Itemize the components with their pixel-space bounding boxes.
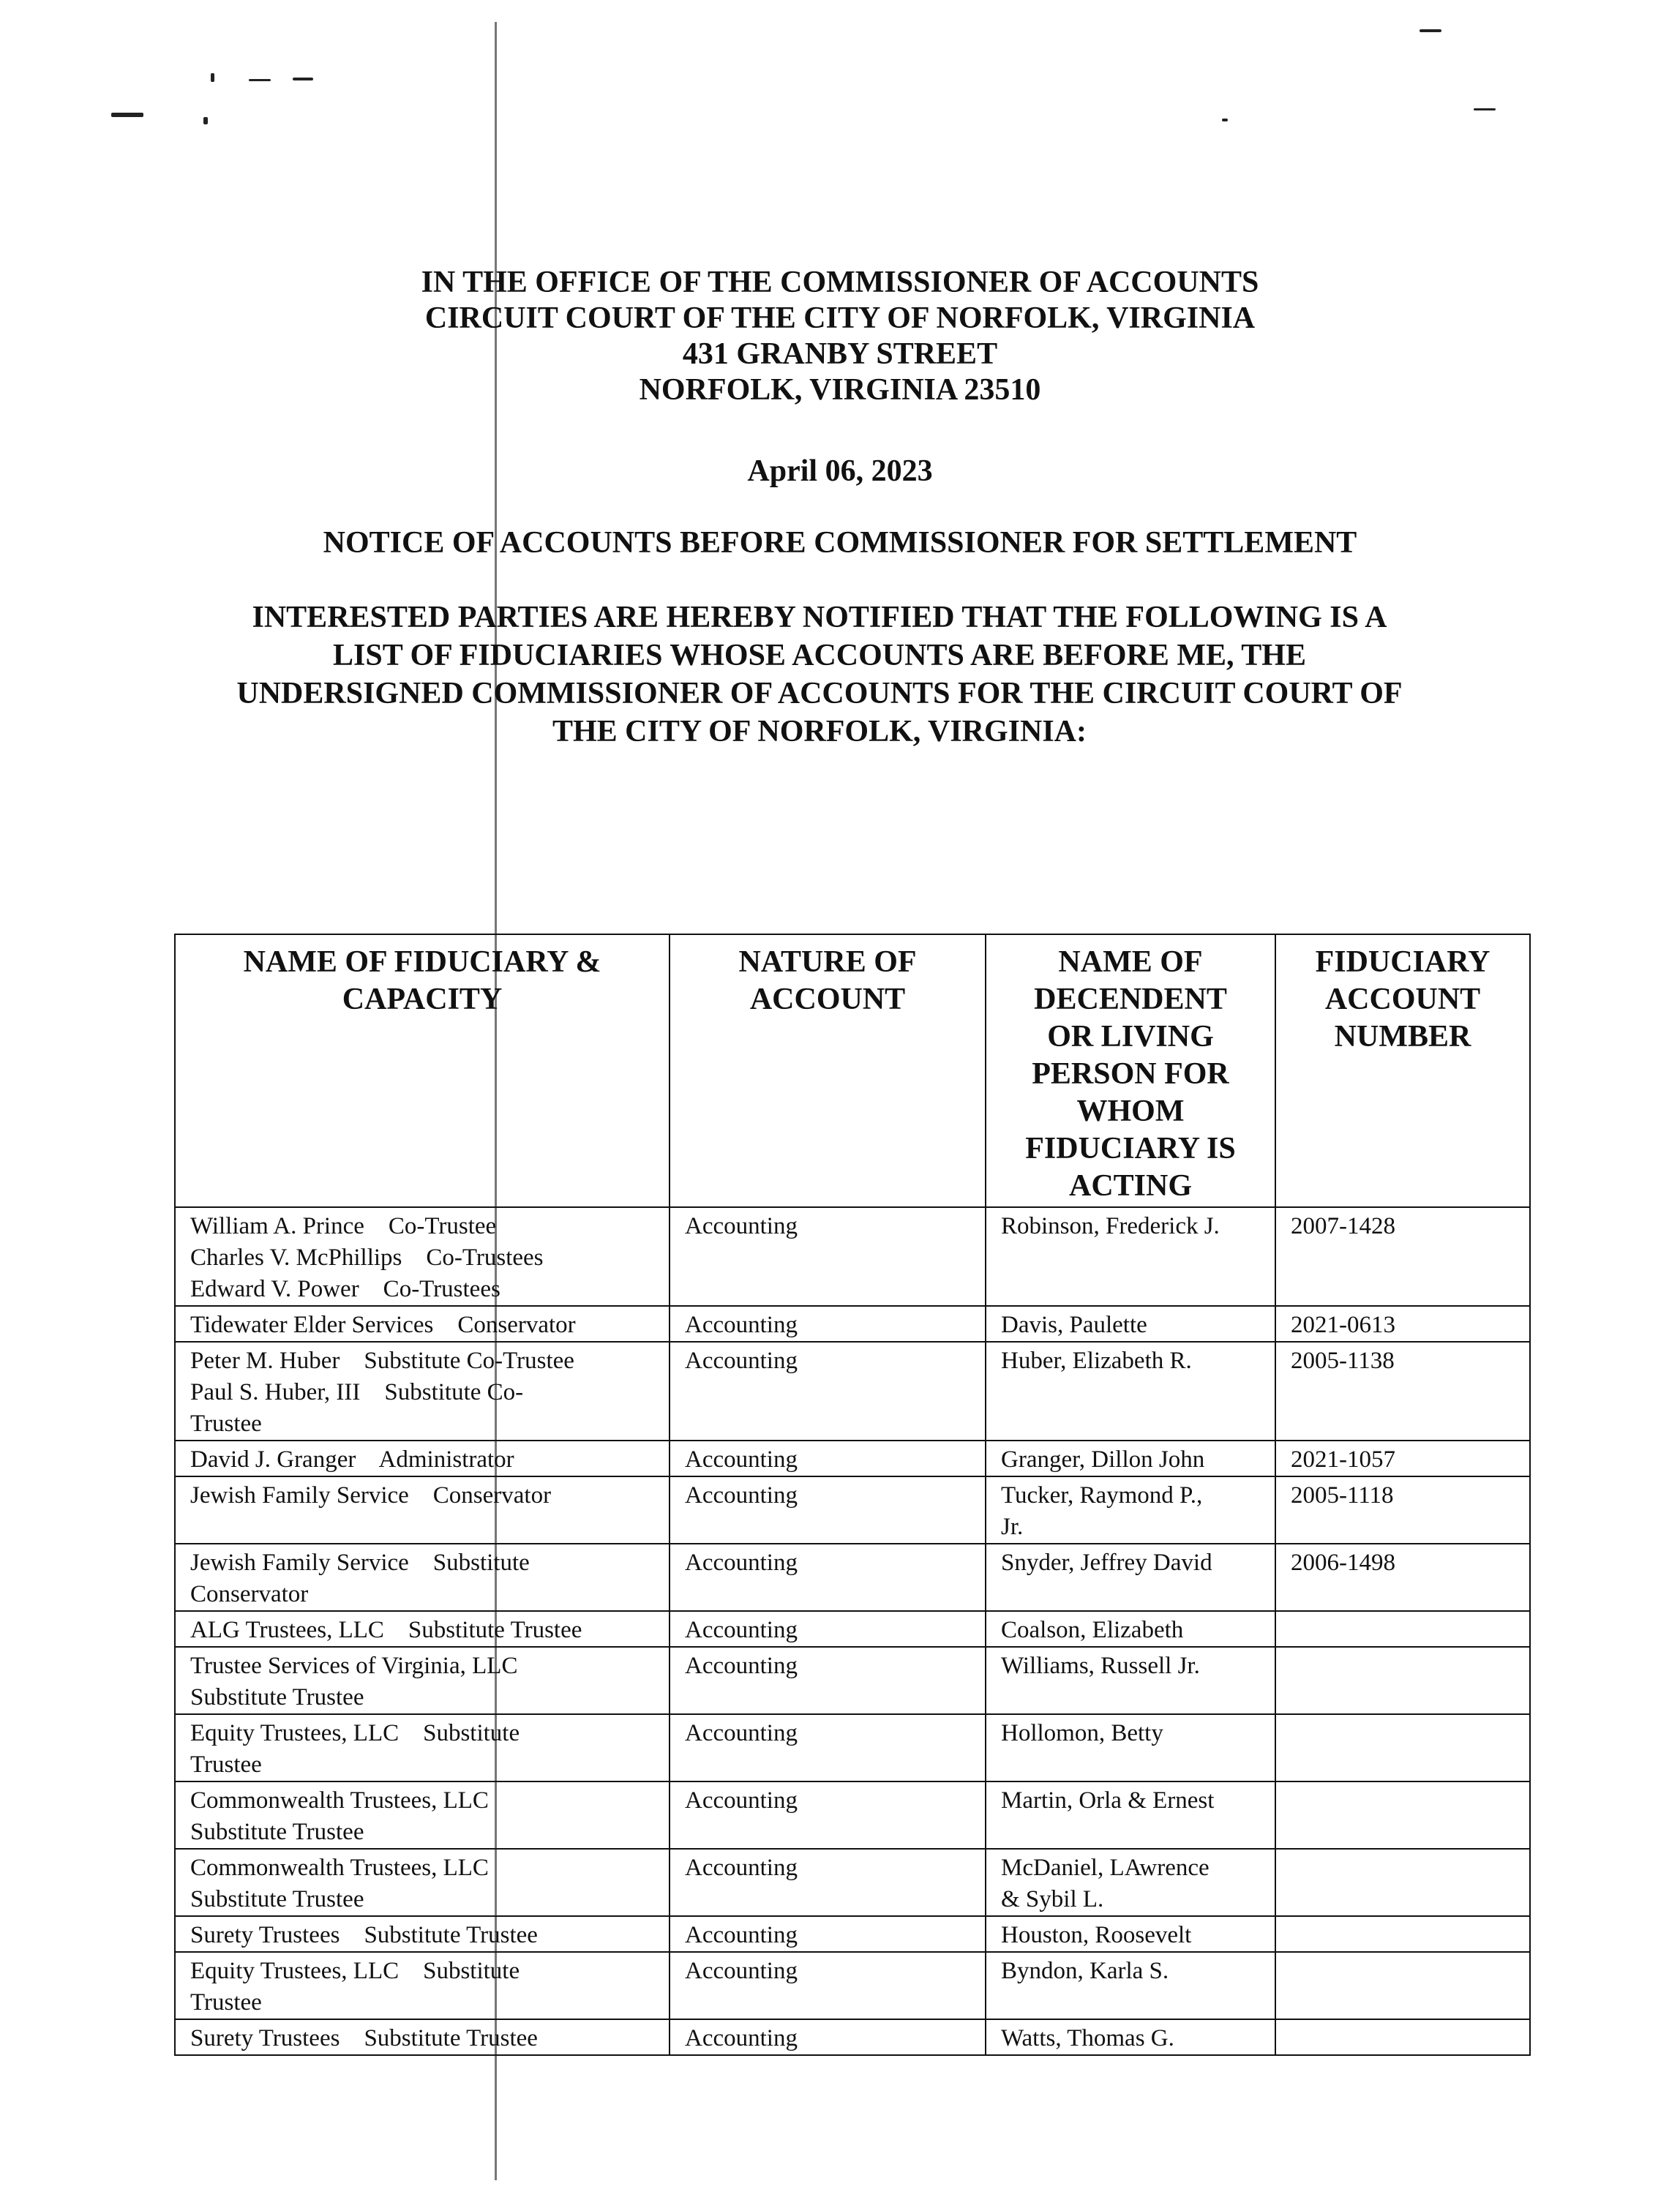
person-cell	[986, 1441, 1275, 1476]
fiduciary-cell	[175, 1207, 670, 1306]
fiduciary-cell-line: Jewish Family Service Conservator	[190, 1482, 552, 1509]
column-header: FIDUCIARY ACCOUNT NUMBER	[1275, 934, 1530, 1207]
account-number-cell: 2005-1138	[1275, 1342, 1530, 1441]
fiduciary-cell-line: David J. Granger Administrator	[190, 1446, 514, 1473]
person-cell	[986, 1544, 1275, 1611]
scan-speck	[293, 78, 313, 80]
person-cell-line: Jr.	[1001, 1514, 1024, 1540]
column-header: NAME OF DECENDENT OR LIVING PERSON FOR WHOM FIDUCIARY IS ACTING	[986, 934, 1275, 1207]
header-line: CIRCUIT COURT OF THE CITY OF NORFOLK, VIRGINIA	[424, 301, 1256, 335]
fiduciary-cell	[175, 2019, 670, 2055]
fiduciary-cell-line: Charles V. McPhillips Co-Trustees	[190, 1244, 544, 1271]
scan-speck	[249, 79, 271, 81]
person-cell-line: Williams, Russell Jr.	[1001, 1653, 1200, 1679]
account-number-cell	[1275, 1714, 1530, 1781]
person-cell-line: Martin, Orla & Ernest	[1001, 1787, 1215, 1814]
account-number-cell	[1275, 1647, 1530, 1714]
table-row	[175, 1441, 1530, 1476]
account-number-cell: 2021-1057	[1275, 1441, 1530, 1476]
table-row	[175, 1647, 1530, 1714]
person-cell	[986, 1952, 1275, 2019]
person-cell-line: Huber, Elizabeth R.	[1001, 1348, 1192, 1374]
scan-speck	[1420, 29, 1441, 32]
fiduciary-cell	[175, 1714, 670, 1781]
person-cell	[986, 1611, 1275, 1647]
person-cell-line: McDaniel, LAwrence	[1001, 1855, 1210, 1881]
notice-intro	[183, 598, 1456, 751]
column-header: NAME OF FIDUCIARY & CAPACITY	[175, 934, 670, 1207]
nature-cell: Accounting	[670, 1916, 986, 1952]
table-row	[175, 1952, 1530, 2019]
nature-cell: Accounting	[670, 1544, 986, 1611]
nature-cell: Accounting	[670, 1441, 986, 1476]
intro-line: INTERESTED PARTIES ARE HEREBY NOTIFIED THAT THE FOLLOWING IS A	[252, 601, 1387, 634]
notice-date: April 06, 2023	[747, 454, 933, 488]
fiduciary-cell	[175, 1342, 670, 1441]
fiduciary-cell-line: Surety Trustees Substitute Trustee	[190, 1922, 538, 1948]
table-row	[175, 1714, 1530, 1781]
fiduciary-cell-line: Conservator	[190, 1581, 309, 1607]
fiduciary-cell	[175, 1952, 670, 2019]
intro-line: THE CITY OF NORFOLK, VIRGINIA:	[552, 715, 1087, 748]
fiduciary-cell-line: Paul S. Huber, III Substitute Co-	[190, 1379, 524, 1405]
intro-line: LIST OF FIDUCIARIES WHOSE ACCOUNTS ARE BEFORE ME, THE	[333, 639, 1306, 672]
table-header-row	[175, 934, 1530, 1207]
person-cell	[986, 1916, 1275, 1952]
nature-cell: Accounting	[670, 1781, 986, 1849]
account-number-cell	[1275, 1611, 1530, 1647]
nature-cell: Accounting	[670, 1306, 986, 1342]
account-number-cell: 2005-1118	[1275, 1476, 1530, 1544]
account-number-cell: 2021-0613	[1275, 1306, 1530, 1342]
person-cell-line: Tucker, Raymond P.,	[1001, 1482, 1203, 1509]
fiduciary-cell	[175, 1611, 670, 1647]
nature-cell: Accounting	[670, 2019, 986, 2055]
fiduciary-cell-line: Jewish Family Service Substitute	[190, 1550, 530, 1576]
fiduciary-cell-line: Surety Trustees Substitute Trustee	[190, 2025, 538, 2051]
fiduciary-cell	[175, 1647, 670, 1714]
person-cell	[986, 1781, 1275, 1849]
fiduciary-cell-line: Trustee	[190, 1989, 262, 2016]
scan-speck	[1222, 119, 1228, 121]
table-row	[175, 1916, 1530, 1952]
person-cell	[986, 1714, 1275, 1781]
fiduciary-cell-line: Equity Trustees, LLC Substitute	[190, 1720, 520, 1746]
header-line: NORFOLK, VIRGINIA 23510	[639, 373, 1041, 407]
fiduciary-cell-line: Trustee Services of Virginia, LLC	[190, 1653, 518, 1679]
header-line: IN THE OFFICE OF THE COMMISSIONER OF ACCOUNTS	[421, 266, 1259, 299]
person-cell	[986, 1647, 1275, 1714]
person-cell	[986, 1476, 1275, 1544]
person-cell-line: Hollomon, Betty	[1001, 1720, 1163, 1746]
table-body	[175, 1207, 1530, 2055]
nature-cell: Accounting	[670, 1714, 986, 1781]
column-header: NATURE OF ACCOUNT	[670, 934, 986, 1207]
fiduciary-cell	[175, 1849, 670, 1916]
scan-speck	[203, 117, 208, 124]
fiduciary-cell	[175, 1441, 670, 1476]
scan-speck	[1474, 108, 1496, 110]
fiduciary-cell-line: Trustee	[190, 1751, 262, 1778]
account-number-cell	[1275, 1952, 1530, 2019]
fiduciary-cell-line: Trustee	[190, 1411, 262, 1437]
person-cell-line: Coalson, Elizabeth	[1001, 1617, 1184, 1643]
scan-speck	[211, 73, 214, 82]
table-row	[175, 1342, 1530, 1441]
person-cell	[986, 1306, 1275, 1342]
account-number-cell: 2007-1428	[1275, 1207, 1530, 1306]
account-number-cell	[1275, 1781, 1530, 1849]
fiduciary-cell-line: William A. Prince Co-Trustee	[190, 1213, 497, 1239]
intro-line: UNDERSIGNED COMMISSIONER OF ACCOUNTS FOR THE CIRCUIT COURT OF	[236, 677, 1403, 710]
table-row	[175, 1306, 1530, 1342]
account-number-cell: 2006-1498	[1275, 1544, 1530, 1611]
table-row	[175, 1849, 1530, 1916]
person-cell-line: Robinson, Frederick J.	[1001, 1213, 1220, 1239]
fiduciary-table	[174, 934, 1531, 2056]
person-cell	[986, 1849, 1275, 1916]
fiduciary-cell-line: Peter M. Huber Substitute Co-Trustee	[190, 1348, 574, 1374]
account-number-cell	[1275, 1916, 1530, 1952]
header-line: 431 GRANBY STREET	[682, 337, 998, 371]
nature-cell: Accounting	[670, 1647, 986, 1714]
account-number-cell	[1275, 1849, 1530, 1916]
person-cell	[986, 1342, 1275, 1441]
notice-title: NOTICE OF ACCOUNTS BEFORE COMMISSIONER FOR SETTLEMENT	[323, 526, 1357, 560]
person-cell-line: & Sybil L.	[1001, 1886, 1104, 1912]
person-cell-line: Granger, Dillon John	[1001, 1446, 1205, 1473]
table-row	[175, 1544, 1530, 1611]
fiduciary-cell-line: Commonwealth Trustees, LLC	[190, 1855, 489, 1881]
fiduciary-cell-line: Equity Trustees, LLC Substitute	[190, 1958, 520, 1984]
fiduciary-cell-line: Edward V. Power Co-Trustees	[190, 1276, 500, 1302]
person-cell-line: Davis, Paulette	[1001, 1312, 1147, 1338]
person-cell	[986, 2019, 1275, 2055]
person-cell-line: Houston, Roosevelt	[1001, 1922, 1192, 1948]
fiduciary-cell-line: Substitute Trustee	[190, 1886, 364, 1912]
table-row	[175, 1476, 1530, 1544]
fiduciary-cell	[175, 1306, 670, 1342]
table-row	[175, 1207, 1530, 1306]
fiduciary-cell	[175, 1916, 670, 1952]
fiduciary-cell	[175, 1781, 670, 1849]
fiduciary-cell-line: ALG Trustees, LLC Substitute Trustee	[190, 1617, 582, 1643]
nature-cell: Accounting	[670, 1611, 986, 1647]
fiduciary-cell	[175, 1476, 670, 1544]
fiduciary-cell-line: Commonwealth Trustees, LLC	[190, 1787, 489, 1814]
table-row	[175, 2019, 1530, 2055]
table-row	[175, 1781, 1530, 1849]
fiduciary-cell-line: Substitute Trustee	[190, 1819, 364, 1845]
fiduciary-cell-line: Substitute Trustee	[190, 1684, 364, 1711]
person-cell-line: Snyder, Jeffrey David	[1001, 1550, 1212, 1576]
person-cell	[986, 1207, 1275, 1306]
nature-cell: Accounting	[670, 1342, 986, 1441]
nature-cell: Accounting	[670, 1476, 986, 1544]
person-cell-line: Watts, Thomas G.	[1001, 2025, 1174, 2051]
table-row	[175, 1611, 1530, 1647]
fiduciary-cell	[175, 1544, 670, 1611]
nature-cell: Accounting	[670, 1207, 986, 1306]
nature-cell: Accounting	[670, 1952, 986, 2019]
court-header	[0, 265, 1680, 408]
fiduciary-cell-line: Tidewater Elder Services Conservator	[190, 1312, 576, 1338]
person-cell-line: Byndon, Karla S.	[1001, 1958, 1169, 1984]
scan-speck	[111, 113, 143, 117]
nature-cell: Accounting	[670, 1849, 986, 1916]
account-number-cell	[1275, 2019, 1530, 2055]
